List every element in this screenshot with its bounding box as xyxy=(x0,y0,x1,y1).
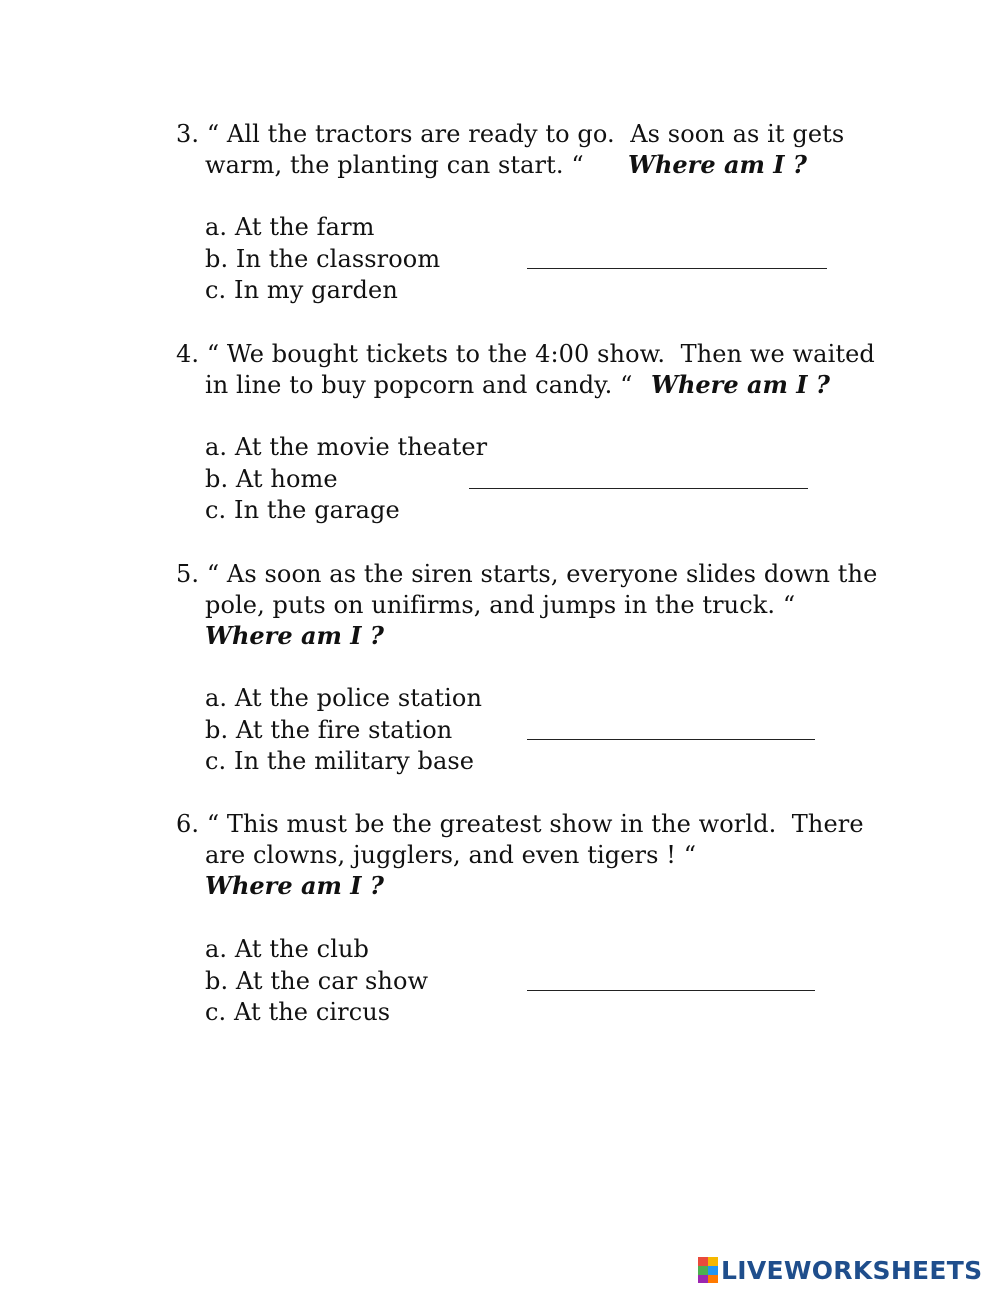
liveworksheets-logo xyxy=(698,1255,982,1285)
option-c: c. In the military base xyxy=(205,747,475,775)
option-b: b. At home xyxy=(205,465,338,493)
logo-blocks-icon xyxy=(698,1257,718,1283)
option-b: b. At the fire station xyxy=(205,716,453,744)
question-text-line: 5. “ As soon as the siren starts, everyone slides down the xyxy=(176,560,878,588)
question-text-line: 6. “ This must be the greatest show in the world. There xyxy=(176,810,864,838)
option-a: a. At the movie theater xyxy=(205,433,488,461)
answer-blank[interactable] xyxy=(527,739,815,740)
question-text-line: are clowns, jugglers, and even tigers ! “ xyxy=(205,841,697,869)
option-a: a. At the police station xyxy=(205,684,483,712)
option-b: b. In the classroom xyxy=(205,245,441,273)
option-c: c. In my garden xyxy=(205,276,398,304)
brand-name: LIVEWORKSHEETS xyxy=(721,1255,983,1285)
answer-blank[interactable] xyxy=(527,990,815,991)
option-b: b. At the car show xyxy=(205,967,429,995)
question-text-line: 4. “ We bought tickets to the 4:00 show. Then we waited xyxy=(176,340,875,368)
option-c: c. In the garage xyxy=(205,496,400,524)
option-a: a. At the farm xyxy=(205,213,375,241)
where-am-i-prompt: Where am I ? xyxy=(205,871,384,900)
question-text-line: warm, the planting can start. “ xyxy=(205,151,584,179)
question-text-line: pole, puts on unifirms, and jumps in the truck. “ xyxy=(205,591,796,619)
where-am-i-prompt: Where am I ? xyxy=(205,621,384,650)
question-text-line: 3. “ All the tractors are ready to go. As soon as it gets xyxy=(176,120,845,148)
option-c: c. At the circus xyxy=(205,998,391,1026)
where-am-i-prompt: Where am I ? xyxy=(651,370,830,399)
where-am-i-prompt: Where am I ? xyxy=(628,150,807,179)
answer-blank[interactable] xyxy=(469,488,808,489)
question-text-line: in line to buy popcorn and candy. “ xyxy=(205,371,633,399)
option-a: a. At the club xyxy=(205,935,370,963)
answer-blank[interactable] xyxy=(527,268,827,269)
